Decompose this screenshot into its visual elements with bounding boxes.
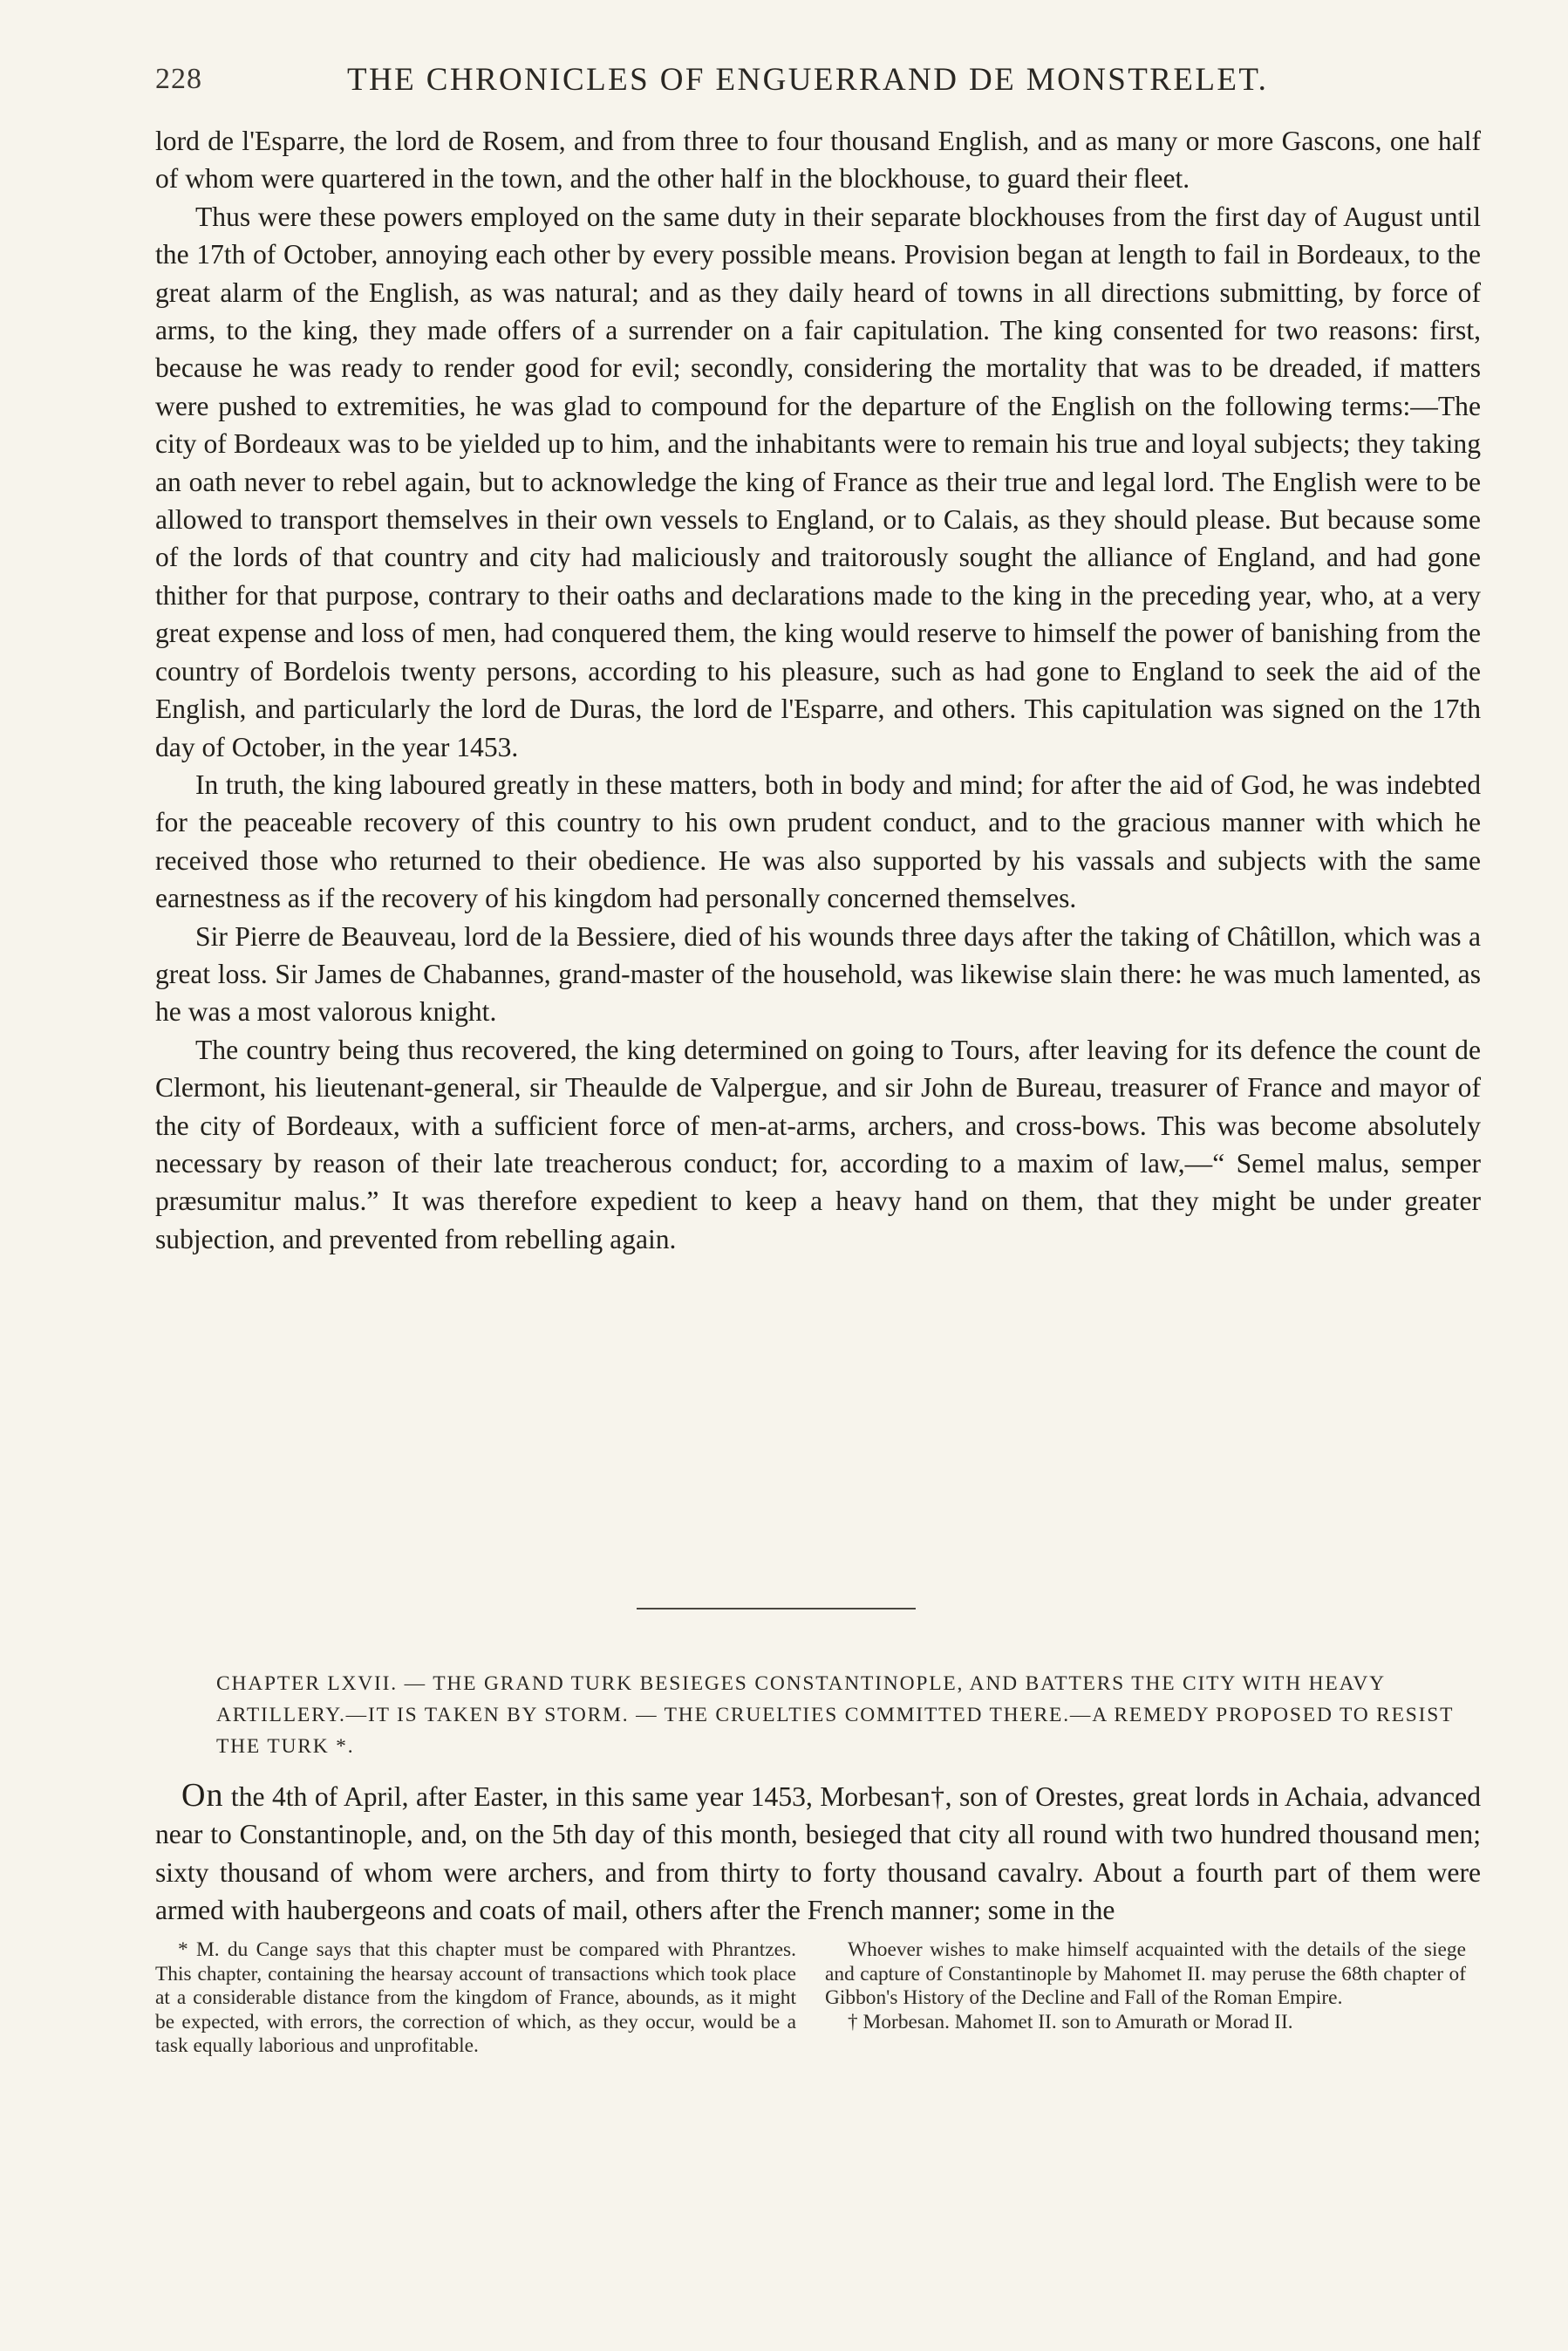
section-divider: [637, 1608, 916, 1609]
chapter-body: [155, 1777, 1481, 1930]
footnote-morbesan: † Morbesan. Mahomet II. son to Amurath or Morad II.: [848, 2010, 1293, 2033]
footnote-right: [825, 1938, 1466, 2034]
footnote-gibbon: Whoever wishes to make himself acquainted with the details of the siege and capture of Constantinople by Mahomet II. may peruse the 68th chapter of Gibbon's History of the Decline and Fall of the Roman Empire.: [825, 1938, 1466, 2010]
paragraph: The country being thus recovered, the king determined on going to Tours, after leaving for its defence the count de Clermont, his lieutenant-general, sir Theaulde de Valpergue, and sir John de Bureau, treasurer of France and mayor of the city of Bordeaux, with a sufficient force of men-at-arms, archers, and cross-bows. This was become absolutely necessary by reason of their late treacherous conduct; for, according to a maxim of law,—“ Semel malus, semper præsumitur malus.” It was therefore expedient to keep a heavy hand on them, that they might be under greater subjection, and prevented from rebelling again.: [155, 1034, 1481, 1254]
body-text: [155, 122, 1481, 1258]
paragraph: In truth, the king laboured greatly in these matters, both in body and mind; for after the aid of God, he was indebted for the peaceable recovery of this country to his own prudent conduct, and to the gracious manner with which he received those who returned to their obedience. He was also supported by his vassals and subjects with the same earnestness as if the recovery of his kingdom had personally concerned themselves.: [155, 769, 1481, 914]
footnote-left: * M. du Cange says that this chapter must be compared with Phrantzes. This chapter, containing the hearsay account of transactions which took place at a considerable distance from the kingdom of France, abounds, as it might be expected, with errors, the correction of which, as they occur, would be a task equally laborious and unprofitable.: [155, 1938, 796, 2058]
opening-text: the 4th of April, after Easter, in this same year 1453, Morbesan†, son of Orestes, great lords in Achaia, advanced near to Constantinople, and, on the 5th day of this month, besieged that city all round with two hundred thousand men; sixty thousand of whom were archers, and from thirty to forty thousand cavalry. About a fourth part of them were armed with haubergeons and coats of mail, others after the French manner; some in the: [155, 1781, 1481, 1926]
page-number: 228: [155, 63, 202, 95]
chapter-heading: CHAPTER LXVII. — THE GRAND TURK BESIEGES CONSTANTINOPLE, AND BATTERS THE CITY WITH HEAVY ARTILLERY.—IT IS TAKEN BY STORM. — THE CRUELTIES COMMITTED THERE.—A REMEDY PROPOSED TO RESIST THE TURK *.: [216, 1672, 1454, 1758]
opening-word: On: [181, 1777, 224, 1814]
running-head: [155, 54, 1481, 106]
paragraph: Sir Pierre de Beauveau, lord de la Bessiere, died of his wounds three days after the taking of Châtillon, which was a great loss. Sir James de Chabannes, grand-master of the household, was likewise slain there: he was much lamented, as he was a most valorous knight.: [155, 920, 1481, 1028]
running-title: THE CHRONICLES OF ENGUERRAND DE MONSTRELET.: [347, 62, 1269, 98]
paragraph: Thus were these powers employed on the same duty in their separate blockhouses from the first day of August until the 17th of October, annoying each other by every possible means. Provision began at length to fail in Bordeaux, to the great alarm of the English, as was natural; and as they daily heard of towns in all directions submitting, by force of arms, to the king, they made offers of a surrender on a fair capitulation. The king consented for two reasons: first, because he was ready to render good for evil; secondly, considering the mortality that was to be dreaded, if matters were pushed to extremities, he was glad to compound for the departure of the English on the following terms:—The city of Bordeaux was to be yielded up to him, and the inhabitants were to remain his true and loyal subjects; they taking an oath never to rebel again, but to acknowledge the king of France as their true and legal lord. The English were to be allowed to transport themselves in their own vessels to England, or to Calais, as they should please. But because some of the lords of that country and city had maliciously and traitorously sought the alliance of England, and had gone thither for that purpose, contrary to their oaths and declarations made to the king in the preceding year, who, at a very great expense and loss of men, had conquered them, the king would reserve to himself the power of banishing from the country of Bordelois twenty persons, according to his pleasure, such as had gone to England to seek the aid of the English, and particularly the lord de Duras, the lord de l'Esparre, and others. This capitulation was signed on the 17th day of October, in the year 1453.: [155, 201, 1481, 762]
paragraph: lord de l'Esparre, the lord de Rosem, and from three to four thousand English, and as many or more Gascons, one half of whom were quartered in the town, and the other half in the blockhouse, to guard their fleet.: [155, 126, 1481, 195]
footnotes: [155, 1938, 1481, 2165]
chapter-opening-paragraph: [155, 1777, 1481, 1930]
